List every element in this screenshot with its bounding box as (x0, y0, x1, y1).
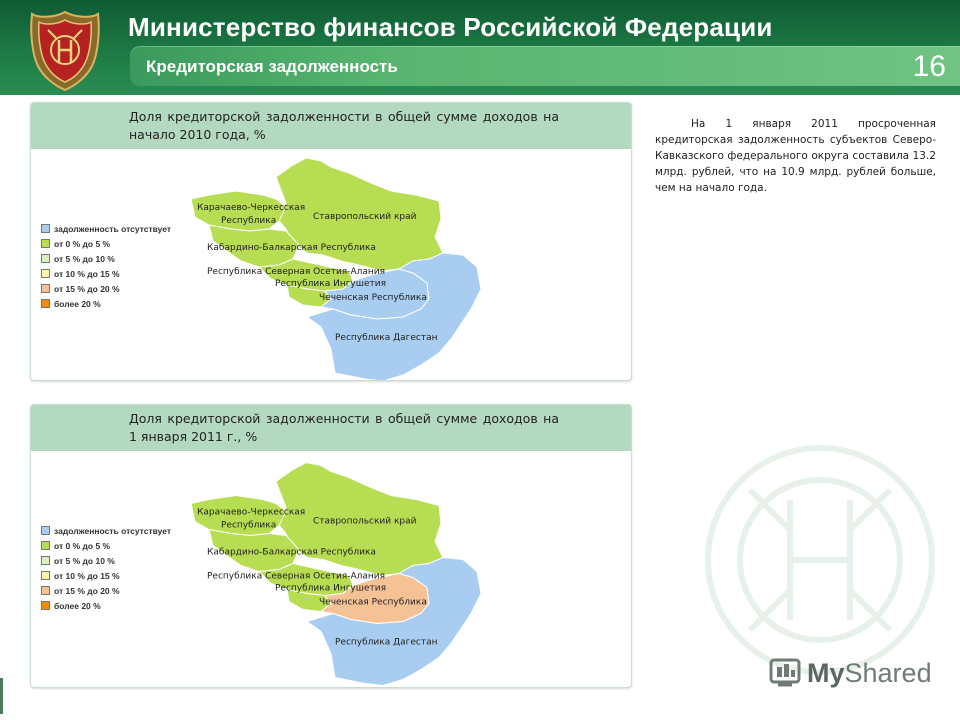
label-ingushetia: Республика Ингушетия (275, 279, 387, 289)
legend-label: задолженность отсутствует (54, 525, 172, 536)
legend-swatch (41, 571, 50, 580)
map-legend (41, 523, 171, 613)
label-karachay-cherkessia-2: Республика (221, 216, 277, 226)
ministry-emblem-icon (26, 8, 104, 92)
label-kabardino-balkaria: Кабардино-Балкарская Республика (207, 547, 376, 558)
legend-item (41, 598, 171, 613)
watermark-emblem-icon (690, 430, 950, 690)
label-chechnya: Чеченская Республика (319, 597, 427, 608)
label-ingushetia: Республика Ингушетия (275, 583, 387, 594)
legend-label: от 10 % до 15 % (54, 570, 120, 581)
label-stavropol: Ставропольский край (313, 212, 417, 222)
map-panel-2010 (30, 102, 632, 381)
slide-topic: Кредиторская задолженность (146, 57, 398, 76)
label-chechnya: Чеченская Республика (319, 293, 427, 303)
label-dagestan: Республика Дагестан (335, 637, 438, 648)
legend-swatch (41, 299, 50, 308)
map-panel-2011 (30, 404, 632, 688)
legend-label: от 10 % до 15 % (54, 268, 120, 279)
legend-swatch (41, 224, 50, 233)
legend-item (41, 523, 171, 538)
label-karachay-cherkessia-2: Республика (221, 520, 277, 531)
legend-swatch (41, 239, 50, 248)
legend-swatch (41, 601, 50, 610)
legend-item (41, 281, 171, 296)
myshared-logo (768, 656, 932, 690)
legend-label: от 0 % до 5 % (54, 540, 111, 551)
legend-item (41, 553, 171, 568)
ministry-title: Министерство финансов Российской Федерации (128, 12, 773, 42)
label-north-ossetia: Республика Северная Осетия-Алания (207, 267, 386, 277)
legend-swatch (41, 541, 50, 550)
label-kabardino-balkaria: Кабардино-Балкарская Республика (207, 243, 376, 253)
legend-label: от 5 % до 10 % (54, 253, 115, 264)
legend-label: более 20 % (54, 298, 101, 309)
legend-item (41, 296, 171, 311)
legend-label: от 15 % до 20 % (54, 283, 120, 294)
label-karachay-cherkessia-1: Карачаево-Черкесская (197, 507, 306, 518)
header-bar (0, 0, 960, 95)
legend-item (41, 266, 171, 281)
legend-swatch (41, 526, 50, 535)
legend-swatch (41, 269, 50, 278)
myshared-logo-icon (768, 656, 802, 690)
legend-label: от 5 % до 10 % (54, 555, 115, 566)
label-dagestan: Республика Дагестан (335, 333, 438, 343)
label-karachay-cherkessia-1: Карачаево-Черкесская (197, 203, 306, 213)
legend-swatch (41, 586, 50, 595)
legend-label: задолженность отсутствует (54, 223, 172, 234)
label-stavropol: Ставропольский край (313, 516, 417, 527)
commentary-text: На 1 января 2011 просроченная кредиторская задолженность субъектов Северо-Кавказского федерального округа составила 13.2 млрд. рублей, что на 10.9 млрд. рублей больше, чем на начало года. (655, 118, 936, 194)
legend-label: от 15 % до 20 % (54, 585, 120, 596)
map-title: Доля кредиторской задолженности в общей сумме доходов на начало 2010 года, % (129, 109, 559, 142)
legend-swatch (41, 284, 50, 293)
legend-label: от 0 % до 5 % (54, 238, 111, 249)
myshared-logo-text: MyShared (807, 657, 932, 688)
legend-item (41, 251, 171, 266)
legend-item (41, 236, 171, 251)
label-north-ossetia: Республика Северная Осетия-Алания (207, 571, 386, 582)
legend-swatch (41, 556, 50, 565)
legend-item (41, 221, 171, 236)
left-accent-bar (0, 678, 3, 714)
legend-item (41, 538, 171, 553)
map-title: Доля кредиторской задолженности в общей сумме доходов на 1 января 2011 г., % (129, 411, 559, 444)
legend-label: более 20 % (54, 600, 101, 611)
map-legend (41, 221, 171, 311)
legend-item (41, 583, 171, 598)
page-number: 16 (912, 50, 946, 83)
legend-swatch (41, 254, 50, 263)
legend-item (41, 568, 171, 583)
